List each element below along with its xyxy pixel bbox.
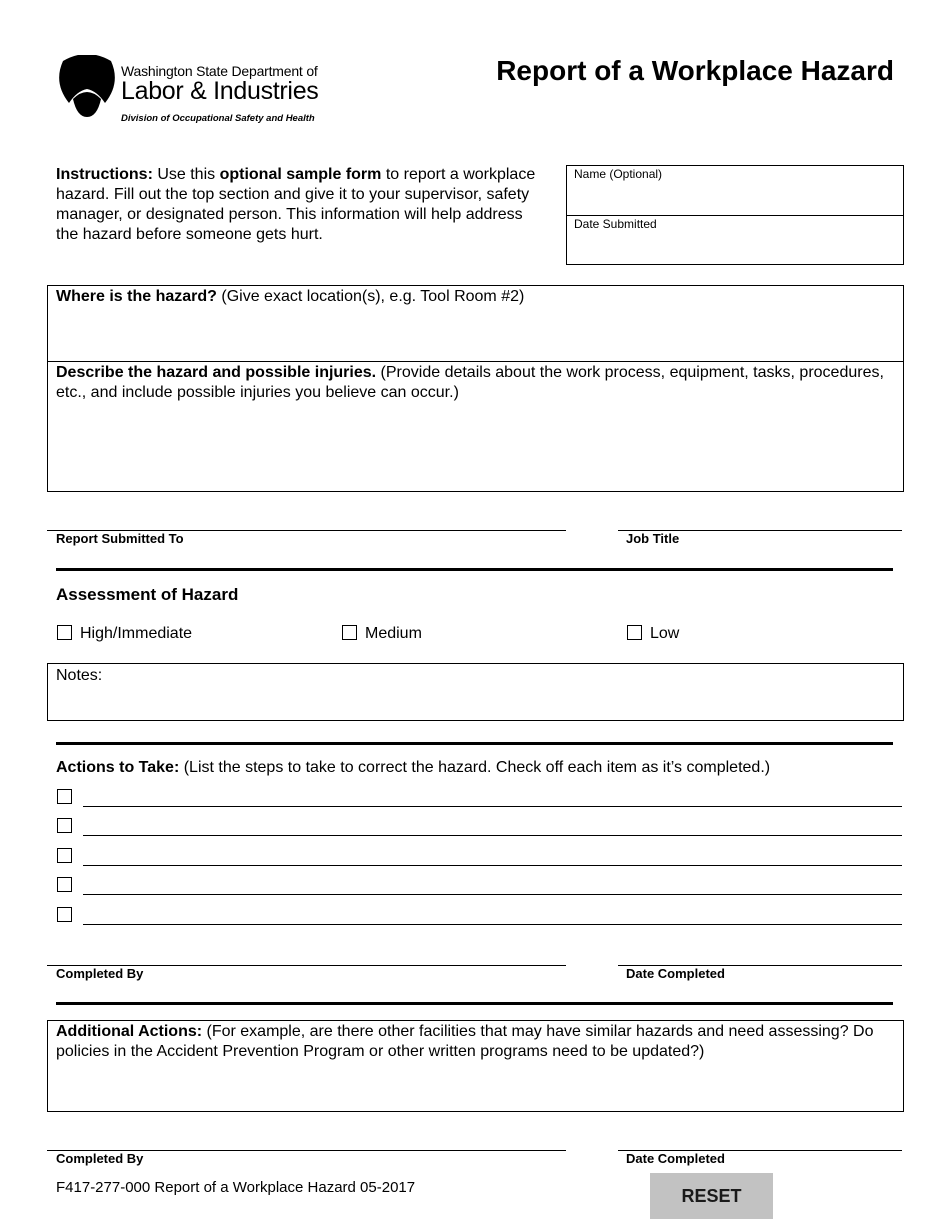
form-id: F417-277-000 Report of a Workplace Hazard 05-2017 (56, 1179, 416, 1196)
logo-mark-icon (55, 55, 119, 119)
name-row (567, 166, 903, 215)
notes-field[interactable] (47, 663, 904, 721)
action-1-line[interactable] (83, 806, 902, 807)
additional-completed-by-label: Completed By (56, 1151, 144, 1166)
date-submitted-row (567, 215, 903, 265)
date-submitted-label: Date Submitted (574, 217, 657, 231)
action-3-line[interactable] (83, 865, 902, 866)
logo-agency-name: Labor & Industries (121, 77, 319, 105)
hazard-description-prompt (56, 363, 893, 403)
high-immediate-checkbox[interactable] (57, 625, 72, 640)
additional-actions-hint: (For example, are there other facilities that may have similar hazards and need assessing? Do policies in the Accident Prevention Program or other written programs need to be updated?) (56, 1023, 874, 1060)
form-title: Report of a Workplace Hazard (496, 55, 894, 86)
hazard-location-field[interactable] (48, 286, 903, 362)
date-submitted-input[interactable] (574, 239, 896, 259)
submitted-to-label: Report Submitted To (56, 531, 184, 546)
hazard-location-hint: (Give exact location(s), e.g. Tool Room #2) (216, 288, 525, 305)
medium-label: Medium (365, 625, 422, 642)
high-immediate-label: High/Immediate (80, 625, 193, 642)
additional-date-completed-label: Date Completed (626, 1151, 725, 1166)
section-divider (56, 742, 893, 745)
additional-actions-label: Additional Actions: (56, 1023, 203, 1040)
additional-actions-field[interactable] (47, 1020, 904, 1112)
action-5-line[interactable] (83, 924, 902, 925)
hazard-description-field[interactable] (48, 362, 903, 491)
actions-prompt (56, 759, 770, 777)
action-2-line[interactable] (83, 835, 902, 836)
job-title-label: Job Title (626, 531, 680, 546)
reset-button[interactable]: RESET (650, 1173, 773, 1219)
action-5-checkbox[interactable] (57, 907, 72, 922)
submitter-box (566, 165, 904, 265)
assessment-title: Assessment of Hazard (56, 585, 239, 604)
action-3-checkbox[interactable] (57, 848, 72, 863)
low-checkbox[interactable] (627, 625, 642, 640)
actions-label: Actions to Take: (56, 759, 180, 776)
action-4-checkbox[interactable] (57, 877, 72, 892)
action-4-line[interactable] (83, 894, 902, 895)
actions-hint: (List the steps to take to correct the hazard. Check off each item as it’s completed.) (179, 759, 771, 776)
section-divider (56, 568, 893, 571)
logo-division-text: Division of Occupational Safety and Health (121, 113, 315, 124)
instructions-optional-form: optional sample form (219, 166, 382, 183)
name-input[interactable] (574, 189, 896, 209)
action-1-checkbox[interactable] (57, 789, 72, 804)
notes-label: Notes: (56, 667, 103, 684)
hazard-description-label: Describe the hazard and possible injuries. (56, 364, 377, 381)
agency-logo (55, 55, 325, 130)
hazard-description-hint: (Provide details about the work process, equipment, tasks, procedures, etc., and include possible injuries you believe can occur.) (56, 364, 884, 401)
medium-checkbox[interactable] (342, 625, 357, 640)
low-label: Low (650, 625, 680, 642)
hazard-location-label: Where is the hazard? (56, 288, 217, 305)
hazard-location-prompt (56, 287, 893, 307)
instructions-text-c: to report a workplace hazard. Fill out the top section and give it to your supervisor, safety manager, or designated person. This information will help address the hazard before someone gets hurt. (56, 166, 536, 243)
name-label: Name (Optional) (574, 167, 663, 181)
logo-department-text: Washington State Department of (121, 63, 318, 79)
section-divider (56, 1002, 893, 1005)
hazard-box (47, 285, 904, 492)
action-2-checkbox[interactable] (57, 818, 72, 833)
date-completed-label: Date Completed (626, 966, 725, 981)
completed-by-label: Completed By (56, 966, 144, 981)
instructions-text-a: Use this (152, 166, 220, 183)
instructions-paragraph (56, 165, 536, 245)
additional-actions-prompt (56, 1022, 893, 1062)
instructions-label: Instructions: (56, 166, 153, 183)
